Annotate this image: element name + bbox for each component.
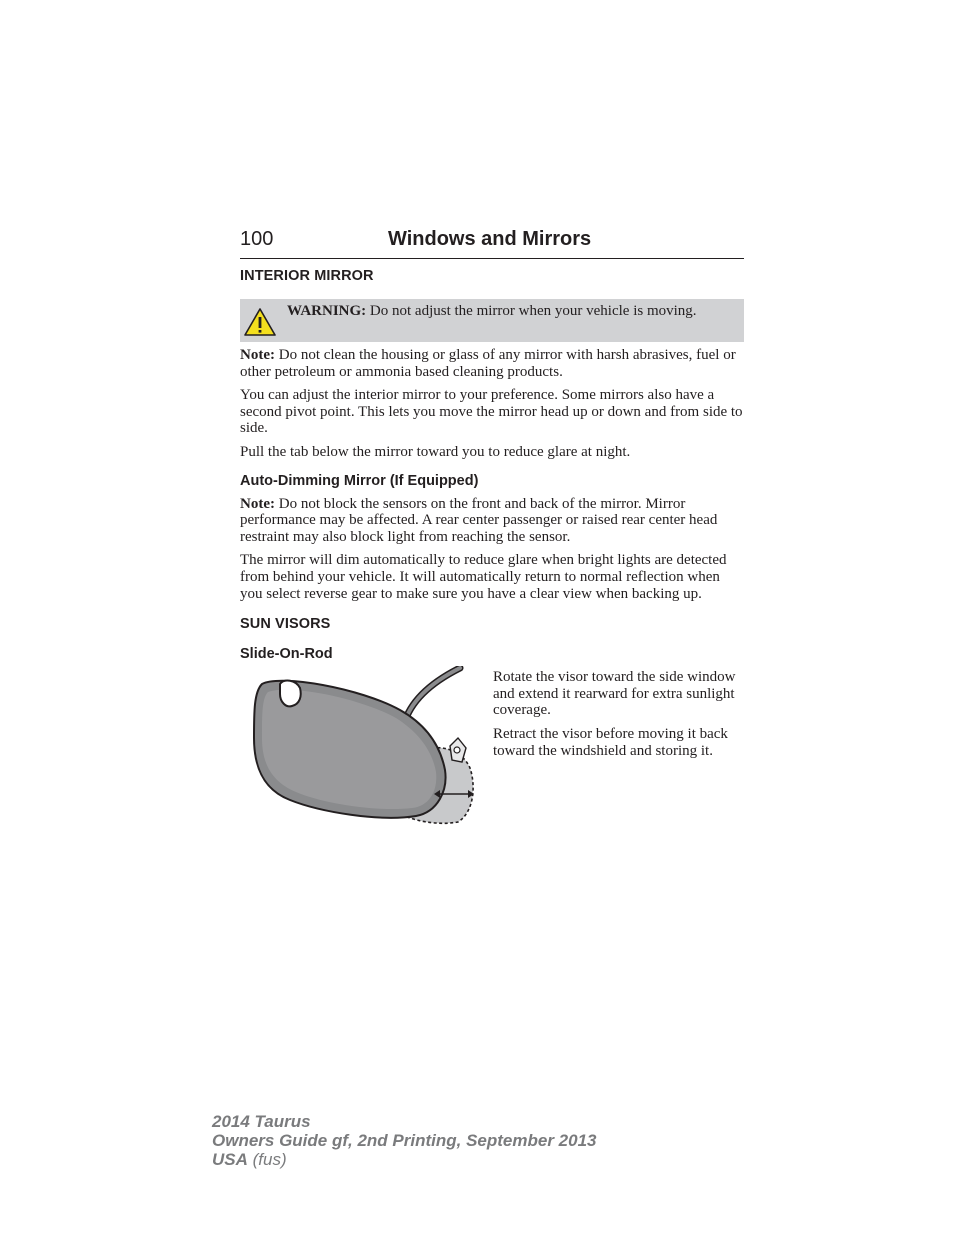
- warning-message: Do not adjust the mirror when your vehicle is moving.: [366, 303, 697, 319]
- interior-mirror-heading: INTERIOR MIRROR: [240, 268, 374, 284]
- glare-tab-paragraph: Pull the tab below the mirror toward you to reduce glare at night.: [240, 443, 631, 460]
- rotate-visor-paragraph: Rotate the visor toward the side window and extend it rearward for extra sunlight coverage.: [493, 669, 736, 719]
- chapter-title: Windows and Mirrors: [388, 228, 592, 250]
- page-number: 100: [240, 228, 274, 250]
- warning-label: WARNING:: [287, 303, 367, 319]
- page-content: [240, 226, 744, 826]
- footer-edition: Owners Guide gf, 2nd Printing, September 2013: [212, 1131, 597, 1150]
- footer-market: [212, 1150, 596, 1169]
- footer-model: 2014 Taurus: [212, 1112, 311, 1131]
- slide-on-rod-heading: Slide-On-Rod: [240, 646, 333, 663]
- sun-visor-illustration: [240, 666, 480, 826]
- sun-visors-heading: SUN VISORS: [240, 616, 331, 633]
- visor-instructions: [493, 666, 744, 766]
- sensor-note: [240, 496, 744, 546]
- adjust-mirror-paragraph: You can adjust the interior mirror to your preference. Some mirrors also have a second pivot point. This lets you move the mirror head up or down and from side to side.: [240, 387, 743, 437]
- page-footer: [212, 1112, 596, 1169]
- footer-country: USA: [212, 1150, 248, 1169]
- note-text: Do not clean the housing or glass of any mirror with harsh abrasives, fuel or other petroleum or ammonia based cleaning products.: [240, 347, 736, 380]
- visor-section: [240, 666, 744, 826]
- warning-box: [240, 299, 744, 342]
- footer-code: (fus): [247, 1150, 287, 1169]
- auto-dimming-heading: Auto-Dimming Mirror (If Equipped): [240, 472, 479, 489]
- warning-text: [287, 301, 697, 321]
- page-header: [240, 226, 744, 259]
- note-label: Note:: [240, 347, 275, 363]
- note-text: Do not block the sensors on the front and back of the mirror. Mirror performance may be affected. A rear center passenger or raised rear center head restraint may also block light from reaching the sensor.: [240, 495, 718, 545]
- retract-visor-paragraph: Retract the visor before moving it back toward the windshield and storing it.: [493, 725, 728, 759]
- auto-dim-paragraph: The mirror will dim automatically to reduce glare when bright lights are detected from behind your vehicle. It will automatically return to normal reflection when you select reverse gear to make sure you have a clear view when backing up.: [240, 552, 727, 602]
- warning-triangle-icon: [243, 307, 277, 337]
- note-label: Note:: [240, 495, 275, 512]
- cleaning-note: [240, 347, 744, 380]
